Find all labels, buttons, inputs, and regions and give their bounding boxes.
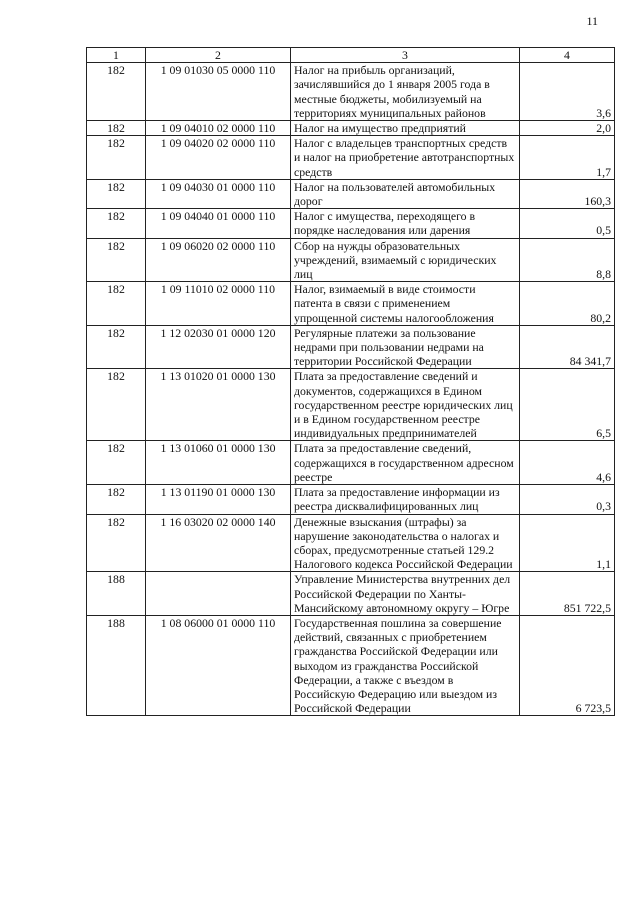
budget-code-cell: 1 09 04020 02 0000 110 (146, 136, 291, 180)
table-header-row (87, 48, 615, 63)
table-row (87, 209, 615, 238)
budget-code-cell: 1 13 01020 01 0000 130 (146, 369, 291, 441)
budget-code-cell: 1 09 04010 02 0000 110 (146, 121, 291, 136)
budget-code-cell: 1 13 01190 01 0000 130 (146, 485, 291, 514)
amount-cell: 0,3 (520, 485, 615, 514)
admin-code-cell: 182 (87, 121, 146, 136)
table-row (87, 369, 615, 441)
amount-cell: 3,6 (520, 63, 615, 121)
amount-cell: 160,3 (520, 179, 615, 208)
admin-code-cell: 188 (87, 615, 146, 715)
budget-code-cell (146, 572, 291, 616)
revenue-name-cell: Плата за предоставление сведений и документов, содержащихся в Едином государственном реестре юридических лиц и в Едином государственном реестре индивидуальных предпринимателей (291, 369, 520, 441)
revenue-name-cell: Налог на пользователей автомобильных дорог (291, 179, 520, 208)
budget-code-cell: 1 08 06000 01 0000 110 (146, 615, 291, 715)
admin-code-cell: 182 (87, 136, 146, 180)
admin-code-cell: 182 (87, 514, 146, 572)
table-row (87, 514, 615, 572)
revenue-name-cell: Налог на имущество предприятий (291, 121, 520, 136)
budget-code-cell: 1 09 11010 02 0000 110 (146, 282, 291, 326)
budget-code-cell: 1 09 06020 02 0000 110 (146, 238, 291, 282)
admin-code-cell: 182 (87, 179, 146, 208)
revenue-name-cell: Государственная пошлина за совершение действий, связанных с приобретением гражданства Российской Федерации или выходом из гражданства Российской Федерации, а также с въездом в Российскую Федерацию или выездом из Российской Федерации (291, 615, 520, 715)
header-col-3: 3 (291, 48, 520, 63)
revenue-name-cell: Налог, взимаемый в виде стоимости патента в связи с применением упрощенной системы налогообложения (291, 282, 520, 326)
table-row (87, 615, 615, 715)
table-row (87, 121, 615, 136)
header-col-2: 2 (146, 48, 291, 63)
revenue-name-cell: Налог с владельцев транспортных средств и налог на приобретение автотранспортных средств (291, 136, 520, 180)
budget-code-cell: 1 09 04030 01 0000 110 (146, 179, 291, 208)
revenue-name-cell: Денежные взыскания (штрафы) за нарушение законодательства о налогах и сборах, предусмотренные статьей 129.2 Налогового кодекса Российской Федерации (291, 514, 520, 572)
revenue-name-cell: Управление Министерства внутренних дел Российской Федерации по Ханты-Мансийскому автономному округу – Югре (291, 572, 520, 616)
admin-code-cell: 188 (87, 572, 146, 616)
table-row (87, 572, 615, 616)
amount-cell: 8,8 (520, 238, 615, 282)
revenue-name-cell: Сбор на нужды образовательных учреждений, взимаемый с юридических лиц (291, 238, 520, 282)
revenue-name-cell: Плата за предоставление сведений, содержащихся в государственном адресном реестре (291, 441, 520, 485)
admin-code-cell: 182 (87, 441, 146, 485)
table-row (87, 441, 615, 485)
budget-code-cell: 1 09 01030 05 0000 110 (146, 63, 291, 121)
amount-cell: 1,7 (520, 136, 615, 180)
revenue-table (86, 47, 615, 716)
table-row (87, 179, 615, 208)
admin-code-cell: 182 (87, 238, 146, 282)
amount-cell: 6,5 (520, 369, 615, 441)
table-row (87, 136, 615, 180)
header-col-1: 1 (87, 48, 146, 63)
amount-cell: 84 341,7 (520, 325, 615, 369)
amount-cell: 80,2 (520, 282, 615, 326)
table-row (87, 485, 615, 514)
admin-code-cell: 182 (87, 282, 146, 326)
budget-code-cell: 1 12 02030 01 0000 120 (146, 325, 291, 369)
admin-code-cell: 182 (87, 325, 146, 369)
revenue-name-cell: Налог с имущества, переходящего в порядке наследования или дарения (291, 209, 520, 238)
table-body (87, 63, 615, 716)
amount-cell: 2,0 (520, 121, 615, 136)
admin-code-cell: 182 (87, 485, 146, 514)
table-row (87, 63, 615, 121)
budget-code-cell: 1 16 03020 02 0000 140 (146, 514, 291, 572)
page-number: 11 (586, 14, 598, 28)
revenue-name-cell: Регулярные платежи за пользование недрами при пользовании недрами на территории Российской Федерации (291, 325, 520, 369)
amount-cell: 851 722,5 (520, 572, 615, 616)
amount-cell: 0,5 (520, 209, 615, 238)
amount-cell: 6 723,5 (520, 615, 615, 715)
revenue-name-cell: Налог на прибыль организаций, зачислявшийся до 1 января 2005 года в местные бюджеты, мобилизуемый на территориях муниципальных районов (291, 63, 520, 121)
table-row (87, 325, 615, 369)
amount-cell: 4,6 (520, 441, 615, 485)
admin-code-cell: 182 (87, 209, 146, 238)
header-col-4: 4 (520, 48, 615, 63)
table-row (87, 282, 615, 326)
revenue-name-cell: Плата за предоставление информации из реестра дисквалифицированных лиц (291, 485, 520, 514)
budget-code-cell: 1 13 01060 01 0000 130 (146, 441, 291, 485)
amount-cell: 1,1 (520, 514, 615, 572)
budget-code-cell: 1 09 04040 01 0000 110 (146, 209, 291, 238)
admin-code-cell: 182 (87, 369, 146, 441)
table-row (87, 238, 615, 282)
admin-code-cell: 182 (87, 63, 146, 121)
